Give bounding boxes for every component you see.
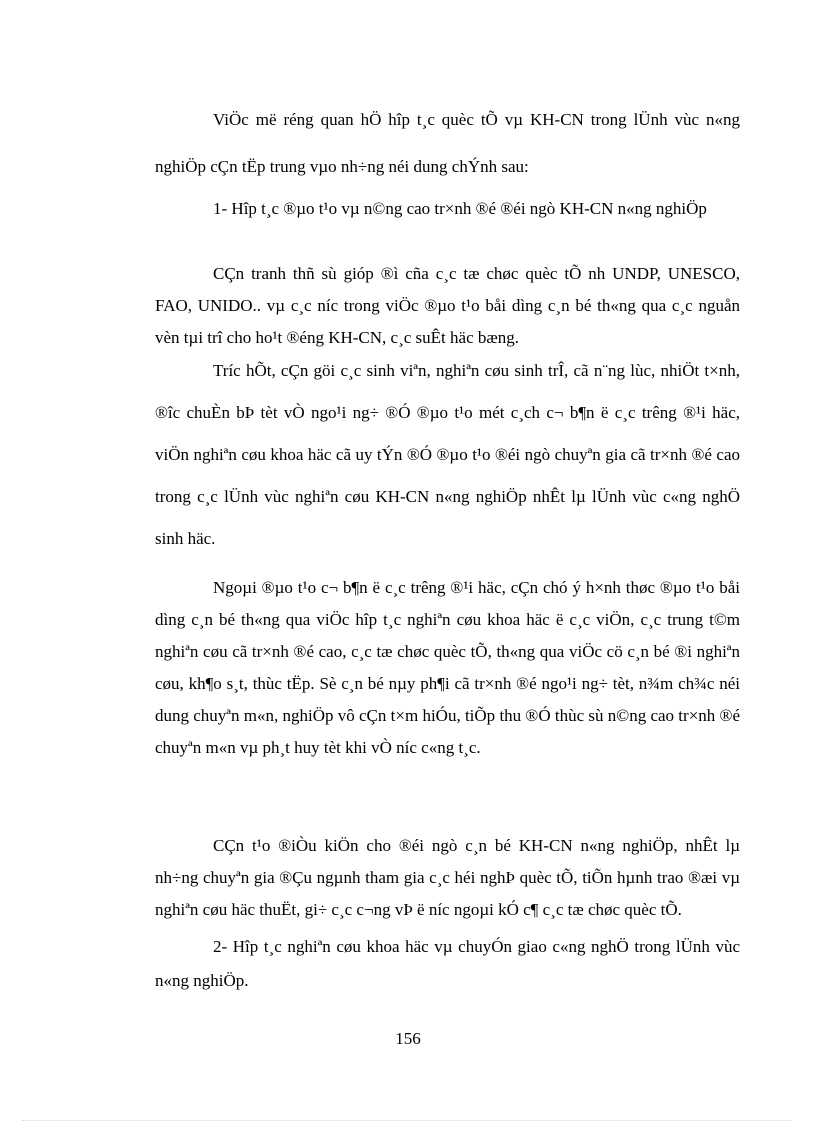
- body-paragraph-2: Tríc hÕt, cÇn göi c¸c sinh viªn, nghiªn cøu sinh trÎ, cã n¨ng lùc, nhiÖt t×nh, ®îc chuÈn bÞ tèt vÒ ngo¹i ng÷ ®Ó ®µo t¹o mét c¸ch c¬ b¶n ë c¸c trêng ®¹i häc, viÖn nghiªn cøu khoa häc cã uy tÝn ®Ó ®µo t¹o ®éi ngò chuyªn gia cã tr×nh ®é cao trong c¸c lÜnh vùc nghiªn cøu KH-CN n«ng nghiÖp nhÊt lµ lÜnh vùc c«ng nghÖ sinh häc.: [155, 361, 740, 548]
- body-paragraph-4: CÇn t¹o ®iÒu kiÖn cho ®éi ngò c¸n bé KH-CN n«ng nghiÖp, nhÊt lµ nh÷ng chuyªn gia ®Çu ngµnh tham gia c¸c héi nghÞ quèc tÕ, tiÕn hµnh trao ®æi vµ nghiªn cøu häc thuËt, gi÷ c¸c c¬ng vÞ ë níc ngoµi kÓ c¶ c¸c tæ chøc quèc tÕ.: [155, 836, 740, 919]
- intro-paragraph: ViÖc më réng quan hÖ hîp t¸c quèc tÕ vµ KH-CN trong lÜnh vùc n«ng nghiÖp cÇn tËp trung vµo nh÷ng néi dung chÝnh sau:: [155, 110, 740, 176]
- section-1-heading: 1- Hîp t¸c ®µo t¹o vµ n©ng cao tr×nh ®é ®éi ngò KH-CN n«ng nghiÖp: [213, 199, 707, 218]
- bottom-divider: [22, 1120, 792, 1121]
- body-paragraph-3: Ngoµi ®µo t¹o c¬ b¶n ë c¸c trêng ®¹i häc, cÇn chó ý h×nh thøc ®µo t¹o båi dìng c¸n bé th«ng qua viÖc hîp t¸c nghiªn cøu khoa häc ë c¸c viÖn, c¸c trung t©m nghiªn cøu cã tr×nh ®é cao, c¸c tæ chøc quèc tÕ, th«ng qua viÖc cö c¸n bé ®i nghiªn cøu, kh¶o s¸t, thùc tËp. Sè c¸n bé nµy ph¶i cã tr×nh ®é ngo¹i ng÷ tèt, n¾m ch¾c néi dung chuyªn m«n, nghiÖp vô cÇn t×m hiÓu, tiÕp thu ®Ó thùc sù n©ng cao tr×nh ®é chuyªn m«n vµ ph¸t huy tèt khi vÒ níc c«ng t¸c.: [155, 578, 740, 757]
- page-number: 156: [395, 1029, 421, 1048]
- section-2-heading: 2- Hîp t¸c nghiªn cøu khoa häc vµ chuyÓn giao c«ng nghÖ trong lÜnh vùc n«ng nghiÖp.: [155, 937, 740, 990]
- body-paragraph-1: CÇn tranh thñ sù gióp ®ì cña c¸c tæ chøc quèc tÕ nh UNDP, UNESCO, FAO, UNIDO.. vµ c¸c níc trong viÖc ®µo t¹o båi dìng c¸n bé th«ng qua c¸c nguån vèn tµi trî cho ho¹t ®éng KH-CN, c¸c suÊt häc bæng.: [155, 264, 740, 347]
